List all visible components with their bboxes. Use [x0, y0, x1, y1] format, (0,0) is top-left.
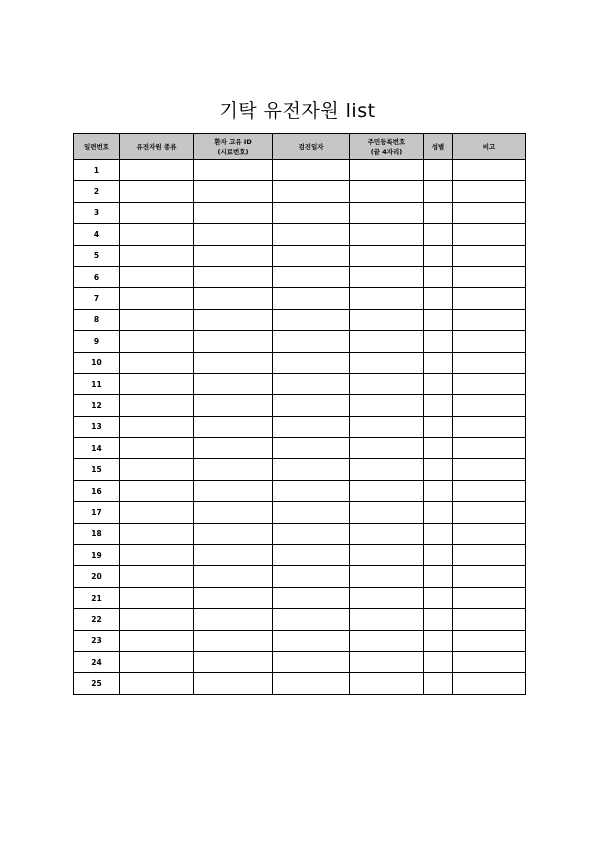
- subject-id-cell[interactable]: [194, 459, 273, 480]
- column-header-label: 비고: [482, 142, 496, 151]
- remarks-cell[interactable]: [453, 587, 526, 608]
- remarks-cell[interactable]: [453, 673, 526, 694]
- table-row: [74, 224, 526, 245]
- exam-date-cell[interactable]: [273, 630, 350, 651]
- rrn-cell[interactable]: [350, 266, 424, 287]
- exam-date-cell[interactable]: [273, 416, 350, 437]
- row-number-cell: 18: [74, 523, 120, 544]
- subject-id-cell[interactable]: [194, 352, 273, 373]
- sex-cell[interactable]: [424, 459, 453, 480]
- exam-date-cell[interactable]: [273, 673, 350, 694]
- exam-date-cell[interactable]: [273, 288, 350, 309]
- rrn-cell[interactable]: [350, 651, 424, 672]
- sex-cell[interactable]: [424, 587, 453, 608]
- row-number-cell: 15: [74, 459, 120, 480]
- exam-date-cell[interactable]: [273, 373, 350, 394]
- row-number-cell: 1: [74, 160, 120, 181]
- subject-id-cell[interactable]: [194, 651, 273, 672]
- row-number-cell: 25: [74, 673, 120, 694]
- exam-date-cell[interactable]: [273, 245, 350, 266]
- exam-date-cell[interactable]: [273, 609, 350, 630]
- table-row: [74, 673, 526, 694]
- exam-date-cell[interactable]: [273, 309, 350, 330]
- subject-id-cell[interactable]: [194, 630, 273, 651]
- row-number-cell: 19: [74, 545, 120, 566]
- sex-cell[interactable]: [424, 523, 453, 544]
- subject-id-cell[interactable]: [194, 566, 273, 587]
- column-header-label: (시료번호): [217, 147, 249, 156]
- rrn-cell[interactable]: [350, 331, 424, 352]
- resource-type-cell[interactable]: [120, 202, 194, 223]
- exam-date-cell[interactable]: [273, 160, 350, 181]
- rrn-cell[interactable]: [350, 545, 424, 566]
- subject-id-cell[interactable]: [194, 288, 273, 309]
- sex-cell[interactable]: [424, 331, 453, 352]
- subject-id-cell[interactable]: [194, 438, 273, 459]
- remarks-cell[interactable]: [453, 566, 526, 587]
- table-row: [74, 459, 526, 480]
- exam-date-cell[interactable]: [273, 438, 350, 459]
- table-row: [74, 245, 526, 266]
- rrn-cell[interactable]: [350, 673, 424, 694]
- sex-cell[interactable]: [424, 160, 453, 181]
- rrn-cell[interactable]: [350, 288, 424, 309]
- sex-cell[interactable]: [424, 566, 453, 587]
- sex-cell[interactable]: [424, 181, 453, 202]
- table-row: [74, 630, 526, 651]
- row-number-cell: 20: [74, 566, 120, 587]
- exam-date-cell[interactable]: [273, 352, 350, 373]
- rrn-cell[interactable]: [350, 609, 424, 630]
- sex-cell[interactable]: [424, 673, 453, 694]
- rrn-cell[interactable]: [350, 587, 424, 608]
- subject-id-cell[interactable]: [194, 673, 273, 694]
- subject-id-cell[interactable]: [194, 224, 273, 245]
- table-row: [74, 609, 526, 630]
- exam-date-cell[interactable]: [273, 587, 350, 608]
- remarks-cell[interactable]: [453, 266, 526, 287]
- resource-type-cell[interactable]: [120, 587, 194, 608]
- exam-date-cell[interactable]: [273, 202, 350, 223]
- subject-id-cell[interactable]: [194, 545, 273, 566]
- row-number-cell: 9: [74, 331, 120, 352]
- sex-cell[interactable]: [424, 395, 453, 416]
- remarks-cell[interactable]: [453, 395, 526, 416]
- sex-cell[interactable]: [424, 630, 453, 651]
- sex-cell[interactable]: [424, 288, 453, 309]
- subject-id-cell[interactable]: [194, 309, 273, 330]
- row-number-cell: 21: [74, 587, 120, 608]
- row-number-cell: 12: [74, 395, 120, 416]
- table-row: [74, 523, 526, 544]
- resource-type-cell[interactable]: [120, 651, 194, 672]
- table-row: [74, 416, 526, 437]
- remarks-cell[interactable]: [453, 502, 526, 523]
- column-header-resource-type: [120, 134, 194, 160]
- remarks-cell[interactable]: [453, 523, 526, 544]
- column-header-subject-id: [194, 134, 273, 160]
- remarks-cell[interactable]: [453, 202, 526, 223]
- resource-type-cell[interactable]: [120, 352, 194, 373]
- table-row: [74, 160, 526, 181]
- sex-cell[interactable]: [424, 609, 453, 630]
- column-header-label: (끝 4자리): [370, 147, 403, 156]
- table-row: [74, 373, 526, 394]
- table-row: [74, 352, 526, 373]
- sex-cell[interactable]: [424, 651, 453, 672]
- rrn-cell[interactable]: [350, 352, 424, 373]
- exam-date-cell[interactable]: [273, 459, 350, 480]
- table-header-row: [74, 134, 526, 160]
- subject-id-cell[interactable]: [194, 587, 273, 608]
- remarks-cell[interactable]: [453, 609, 526, 630]
- exam-date-cell[interactable]: [273, 566, 350, 587]
- table-body: [74, 160, 526, 695]
- sex-cell[interactable]: [424, 224, 453, 245]
- sex-cell[interactable]: [424, 373, 453, 394]
- resource-type-cell[interactable]: [120, 181, 194, 202]
- table-row: [74, 587, 526, 608]
- rrn-cell[interactable]: [350, 438, 424, 459]
- resource-type-cell[interactable]: [120, 502, 194, 523]
- subject-id-cell[interactable]: [194, 266, 273, 287]
- row-number-cell: 4: [74, 224, 120, 245]
- page-title: 기탁 유전자원 list: [219, 100, 376, 122]
- subject-id-cell[interactable]: [194, 523, 273, 544]
- row-number-cell: 7: [74, 288, 120, 309]
- resource-type-cell[interactable]: [120, 630, 194, 651]
- rrn-cell[interactable]: [350, 480, 424, 501]
- subject-id-cell[interactable]: [194, 502, 273, 523]
- remarks-cell[interactable]: [453, 416, 526, 437]
- resource-type-cell[interactable]: [120, 373, 194, 394]
- remarks-cell[interactable]: [453, 545, 526, 566]
- subject-id-cell[interactable]: [194, 480, 273, 501]
- rrn-cell[interactable]: [350, 416, 424, 437]
- column-header-remarks: [453, 134, 526, 160]
- row-number-cell: 8: [74, 309, 120, 330]
- remarks-cell[interactable]: [453, 438, 526, 459]
- sex-cell[interactable]: [424, 245, 453, 266]
- subject-id-cell[interactable]: [194, 331, 273, 352]
- remarks-cell[interactable]: [453, 331, 526, 352]
- remarks-cell[interactable]: [453, 352, 526, 373]
- row-number-cell: 11: [74, 373, 120, 394]
- remarks-cell[interactable]: [453, 480, 526, 501]
- column-header-label: 주민등록번호: [367, 137, 406, 146]
- resource-type-cell[interactable]: [120, 459, 194, 480]
- sex-cell[interactable]: [424, 480, 453, 501]
- remarks-cell[interactable]: [453, 288, 526, 309]
- row-number-cell: 14: [74, 438, 120, 459]
- row-number-cell: 2: [74, 181, 120, 202]
- subject-id-cell[interactable]: [194, 160, 273, 181]
- subject-id-cell[interactable]: [194, 416, 273, 437]
- row-number-cell: 24: [74, 651, 120, 672]
- column-header-label: 검진일자: [298, 142, 324, 151]
- resource-type-cell[interactable]: [120, 438, 194, 459]
- rrn-cell[interactable]: [350, 630, 424, 651]
- remarks-cell[interactable]: [453, 160, 526, 181]
- column-header-label: 성별: [431, 142, 445, 151]
- row-number-cell: 16: [74, 480, 120, 501]
- table-row: [74, 202, 526, 223]
- table-row: [74, 331, 526, 352]
- rrn-cell[interactable]: [350, 160, 424, 181]
- rrn-cell[interactable]: [350, 566, 424, 587]
- remarks-cell[interactable]: [453, 224, 526, 245]
- resource-type-cell[interactable]: [120, 673, 194, 694]
- remarks-cell[interactable]: [453, 630, 526, 651]
- table-row: [74, 651, 526, 672]
- row-number-cell: 3: [74, 202, 120, 223]
- table-row: [74, 266, 526, 287]
- exam-date-cell[interactable]: [273, 266, 350, 287]
- exam-date-cell[interactable]: [273, 395, 350, 416]
- resource-type-cell[interactable]: [120, 245, 194, 266]
- exam-date-cell[interactable]: [273, 224, 350, 245]
- row-number-cell: 6: [74, 266, 120, 287]
- resource-type-cell[interactable]: [120, 480, 194, 501]
- resource-type-cell[interactable]: [120, 266, 194, 287]
- table-row: [74, 545, 526, 566]
- table-row: [74, 395, 526, 416]
- resource-type-cell[interactable]: [120, 288, 194, 309]
- column-header-rrn: [350, 134, 424, 160]
- subject-id-cell[interactable]: [194, 395, 273, 416]
- row-number-cell: 23: [74, 630, 120, 651]
- genetic-resource-table: [73, 133, 526, 695]
- exam-date-cell[interactable]: [273, 651, 350, 672]
- rrn-cell[interactable]: [350, 245, 424, 266]
- sex-cell[interactable]: [424, 202, 453, 223]
- row-number-cell: 22: [74, 609, 120, 630]
- resource-type-cell[interactable]: [120, 609, 194, 630]
- resource-type-cell[interactable]: [120, 395, 194, 416]
- exam-date-cell[interactable]: [273, 545, 350, 566]
- subject-id-cell[interactable]: [194, 181, 273, 202]
- sex-cell[interactable]: [424, 545, 453, 566]
- rrn-cell[interactable]: [350, 224, 424, 245]
- subject-id-cell[interactable]: [194, 245, 273, 266]
- subject-id-cell[interactable]: [194, 609, 273, 630]
- resource-type-cell[interactable]: [120, 160, 194, 181]
- table-row: [74, 309, 526, 330]
- exam-date-cell[interactable]: [273, 181, 350, 202]
- exam-date-cell[interactable]: [273, 480, 350, 501]
- remarks-cell[interactable]: [453, 181, 526, 202]
- subject-id-cell[interactable]: [194, 202, 273, 223]
- subject-id-cell[interactable]: [194, 373, 273, 394]
- sex-cell[interactable]: [424, 309, 453, 330]
- column-header-label: 유전자원 종류: [136, 142, 177, 151]
- sex-cell[interactable]: [424, 438, 453, 459]
- sex-cell[interactable]: [424, 416, 453, 437]
- rrn-cell[interactable]: [350, 202, 424, 223]
- table-row: [74, 502, 526, 523]
- rrn-cell[interactable]: [350, 395, 424, 416]
- table-row: [74, 566, 526, 587]
- table-row: [74, 288, 526, 309]
- row-number-cell: 10: [74, 352, 120, 373]
- row-number-cell: 17: [74, 502, 120, 523]
- column-header-serial: [74, 134, 120, 160]
- rrn-cell[interactable]: [350, 181, 424, 202]
- remarks-cell[interactable]: [453, 245, 526, 266]
- resource-type-cell[interactable]: [120, 331, 194, 352]
- table-row: [74, 438, 526, 459]
- row-number-cell: 5: [74, 245, 120, 266]
- resource-type-cell[interactable]: [120, 224, 194, 245]
- resource-type-cell[interactable]: [120, 416, 194, 437]
- rrn-cell[interactable]: [350, 459, 424, 480]
- column-header-sex: [424, 134, 453, 160]
- sex-cell[interactable]: [424, 266, 453, 287]
- remarks-cell[interactable]: [453, 651, 526, 672]
- remarks-cell[interactable]: [453, 309, 526, 330]
- rrn-cell[interactable]: [350, 309, 424, 330]
- resource-type-cell[interactable]: [120, 545, 194, 566]
- column-header-exam-date: [273, 134, 350, 160]
- resource-type-cell[interactable]: [120, 523, 194, 544]
- sex-cell[interactable]: [424, 502, 453, 523]
- column-header-label: 일련번호: [83, 142, 110, 151]
- table-row: [74, 181, 526, 202]
- resource-type-cell[interactable]: [120, 309, 194, 330]
- remarks-cell[interactable]: [453, 459, 526, 480]
- column-header-label: 환자 고유 ID: [214, 137, 252, 146]
- rrn-cell[interactable]: [350, 502, 424, 523]
- resource-type-cell[interactable]: [120, 566, 194, 587]
- exam-date-cell[interactable]: [273, 523, 350, 544]
- table-row: [74, 480, 526, 501]
- row-number-cell: 13: [74, 416, 120, 437]
- exam-date-cell[interactable]: [273, 331, 350, 352]
- rrn-cell[interactable]: [350, 523, 424, 544]
- sex-cell[interactable]: [424, 352, 453, 373]
- remarks-cell[interactable]: [453, 373, 526, 394]
- rrn-cell[interactable]: [350, 373, 424, 394]
- exam-date-cell[interactable]: [273, 502, 350, 523]
